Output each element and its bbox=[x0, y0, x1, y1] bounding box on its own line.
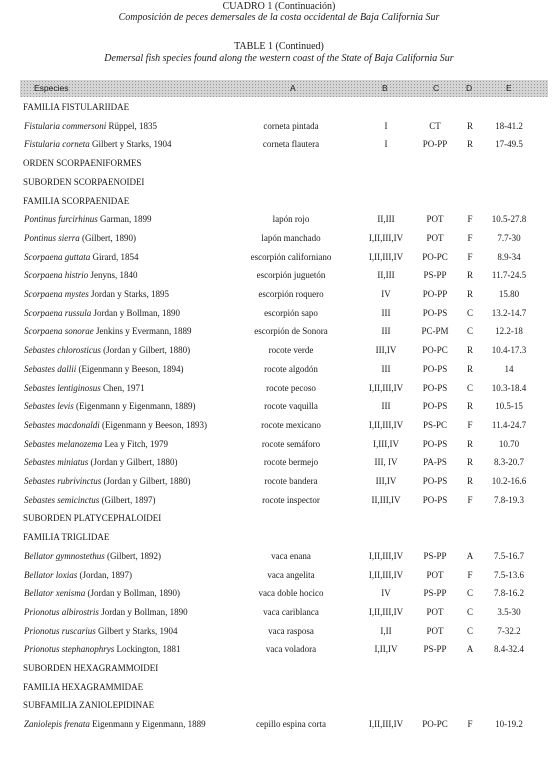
table-row bbox=[0, 493, 558, 507]
common-name-cell: rocote algodón bbox=[264, 363, 318, 374]
d-cell: R bbox=[466, 363, 473, 374]
column-header-especies: Especies bbox=[34, 83, 69, 93]
e-cell: 10.5-15 bbox=[495, 401, 523, 412]
section-row bbox=[0, 511, 558, 525]
e-cell: 7.7-30 bbox=[497, 232, 521, 243]
b-cell: III bbox=[381, 307, 391, 318]
section-row bbox=[0, 175, 558, 189]
species-binomial: Sebastes dallii bbox=[24, 363, 77, 374]
b-cell: III bbox=[381, 401, 391, 412]
species-cell bbox=[24, 455, 177, 469]
species-author: (Gilbert, 1890) bbox=[82, 232, 137, 243]
species-author: Jenyns, 1840 bbox=[90, 270, 138, 281]
common-name-cell: rocote verde bbox=[268, 345, 314, 356]
species-cell bbox=[24, 343, 190, 357]
common-name-cell: rocote bandera bbox=[264, 476, 318, 486]
table-row bbox=[0, 231, 558, 245]
c-cell: POT bbox=[426, 606, 444, 617]
b-cell: I,II bbox=[380, 625, 392, 636]
c-cell: CT bbox=[429, 120, 441, 131]
c-cell: PO-PC bbox=[422, 251, 448, 262]
table-row bbox=[0, 642, 558, 656]
b-cell: I bbox=[384, 120, 388, 131]
common-name-cell: escorpión sapo bbox=[264, 307, 318, 318]
d-cell: R bbox=[466, 139, 473, 150]
column-header-b: B bbox=[382, 83, 388, 93]
d-cell: R bbox=[466, 270, 473, 281]
b-cell: I,II,III,IV bbox=[368, 382, 404, 393]
b-cell: III bbox=[381, 326, 391, 337]
d-cell: R bbox=[466, 476, 473, 486]
species-author: Lea y Fitch, 1979 bbox=[104, 438, 168, 449]
common-name-cell: rocote semáforo bbox=[261, 438, 321, 449]
species-cell bbox=[24, 250, 139, 264]
species-cell bbox=[24, 324, 191, 338]
c-cell: POT bbox=[426, 232, 444, 243]
d-cell: F bbox=[467, 569, 473, 580]
table-subtitle: Demersal fish species found along the western coast of the State of Baja California Sur bbox=[104, 53, 454, 64]
species-author: Gilbert y Starks, 1904 bbox=[98, 625, 178, 636]
c-cell: PS-PC bbox=[422, 419, 448, 430]
d-cell: R bbox=[466, 457, 473, 468]
c-cell: PS-PP bbox=[423, 550, 447, 561]
e-cell: 8.4-32.4 bbox=[494, 644, 524, 655]
species-binomial: Scorpaena russula bbox=[24, 307, 92, 318]
c-cell: PO-PS bbox=[422, 363, 448, 374]
column-header-e: E bbox=[506, 83, 512, 93]
species-cell bbox=[24, 418, 207, 432]
d-cell: R bbox=[466, 438, 473, 449]
species-binomial: Fistularia corneta bbox=[24, 139, 90, 150]
b-cell: IV bbox=[381, 289, 391, 299]
species-author: (Eigenmann y Beeson, 1893) bbox=[102, 419, 207, 430]
species-binomial: Sebastes semicinctus bbox=[24, 494, 100, 505]
species-author: Jordan y Bollman, 1890 bbox=[93, 307, 180, 318]
table-title: TABLE 1 (Continued) bbox=[234, 41, 324, 52]
c-cell: PO-PC bbox=[422, 345, 448, 356]
c-cell: PO-PS bbox=[422, 382, 448, 393]
c-cell: PS-PP bbox=[423, 270, 447, 281]
common-name-cell: rocote mexicano bbox=[261, 419, 321, 430]
table-row bbox=[0, 399, 558, 413]
species-cell bbox=[24, 493, 155, 507]
c-cell: PO-PS bbox=[422, 438, 448, 449]
table-row bbox=[0, 549, 558, 563]
common-name-cell: lapón rojo bbox=[272, 214, 310, 225]
species-author: (Gilbert, 1892) bbox=[107, 550, 161, 561]
table-row bbox=[0, 586, 558, 600]
column-header-d: D bbox=[466, 83, 473, 93]
c-cell: PO-PP bbox=[422, 289, 448, 299]
b-cell: III,IV bbox=[375, 476, 397, 486]
species-author: Eigenmann y Eigenmann, 1889 bbox=[92, 719, 206, 730]
c-cell: PO-PS bbox=[422, 401, 448, 412]
table-row bbox=[0, 268, 558, 282]
species-author: Jordan y Bollman, 1890 bbox=[101, 606, 188, 617]
table-row bbox=[0, 119, 558, 133]
section-label: FAMILIA HEXAGRAMMIDAE bbox=[23, 681, 144, 692]
section-label: SUBFAMILIA ZANIOLEPIDINAE bbox=[23, 700, 155, 711]
section-label: SUBORDEN PLATYCEPHALOIDEI bbox=[23, 513, 162, 524]
d-cell: A bbox=[466, 550, 474, 561]
e-cell: 15.80 bbox=[498, 289, 520, 299]
c-cell: POT bbox=[426, 625, 444, 636]
section-row bbox=[0, 680, 558, 694]
e-cell: 11.7-24.5 bbox=[491, 270, 527, 281]
common-name-cell: escorpión roquero bbox=[258, 289, 324, 299]
species-cell bbox=[24, 268, 138, 282]
species-cell bbox=[24, 586, 180, 600]
species-binomial: Scorpaena sonorae bbox=[24, 326, 94, 337]
common-name-cell: rocote inspector bbox=[262, 494, 320, 505]
c-cell: PA-PS bbox=[423, 457, 447, 468]
species-cell bbox=[24, 362, 183, 376]
species-cell bbox=[24, 549, 161, 563]
d-cell: R bbox=[466, 345, 473, 356]
e-cell: 7.8-19.3 bbox=[494, 494, 524, 505]
e-cell: 10.3-18.4 bbox=[491, 382, 527, 393]
d-cell: C bbox=[466, 606, 473, 617]
species-author: Jenkins y Evermann, 1889 bbox=[96, 326, 192, 337]
b-cell: I,II,III,IV bbox=[368, 419, 404, 430]
common-name-cell: rocote pecoso bbox=[266, 382, 316, 393]
common-name-cell: vaca rasposa bbox=[268, 625, 314, 636]
c-cell: PO-PS bbox=[422, 476, 448, 486]
species-binomial: Fistularia commersoni bbox=[24, 120, 107, 131]
b-cell: I,II,III,IV bbox=[368, 719, 404, 730]
table-row bbox=[0, 455, 558, 469]
species-binomial: Bellator xenisma bbox=[24, 588, 86, 599]
species-author: Girard, 1854 bbox=[92, 251, 139, 262]
species-author: Jordan y Starks, 1895 bbox=[91, 289, 169, 299]
e-cell: 10.70 bbox=[498, 438, 520, 449]
species-binomial: Pontinus furcirhinus bbox=[24, 214, 98, 225]
common-name-cell: vaca cariblanca bbox=[263, 606, 319, 617]
e-cell: 18-41.2 bbox=[495, 120, 523, 131]
species-cell bbox=[24, 642, 181, 656]
common-name-cell: escorpión juguetón bbox=[256, 270, 326, 281]
table-row bbox=[0, 418, 558, 432]
species-binomial: Sebastes chlorosticus bbox=[24, 345, 101, 356]
e-cell: 13.2-14.7 bbox=[491, 307, 527, 318]
b-cell: I,II,III,IV bbox=[368, 606, 404, 617]
e-cell: 10.5-27.8 bbox=[491, 214, 527, 225]
cuadro-title: CUADRO 1 (Continuación) bbox=[222, 1, 336, 12]
d-cell: F bbox=[467, 232, 473, 243]
section-row bbox=[0, 194, 558, 208]
e-cell: 7.5-16.7 bbox=[494, 550, 524, 561]
d-cell: C bbox=[466, 307, 473, 318]
e-cell: 7.8-16.2 bbox=[494, 588, 524, 599]
species-binomial: Pontinus sierra bbox=[24, 232, 80, 243]
table-row bbox=[0, 437, 558, 451]
section-label: FAMILIA SCORPAENIDAE bbox=[23, 195, 130, 206]
e-cell: 7.5-13.6 bbox=[494, 569, 524, 580]
species-cell bbox=[24, 474, 190, 488]
table-row bbox=[0, 306, 558, 320]
table-row bbox=[0, 212, 558, 226]
table-row bbox=[0, 137, 558, 151]
e-cell: 7-32.2 bbox=[497, 625, 521, 636]
b-cell: I,II,IV bbox=[374, 644, 398, 655]
d-cell: F bbox=[467, 719, 473, 730]
common-name-cell: corneta pintada bbox=[263, 120, 319, 131]
c-cell: PS-PP bbox=[423, 644, 447, 655]
c-cell: POT bbox=[426, 214, 444, 225]
species-binomial: Bellator gymnostethus bbox=[24, 550, 105, 561]
b-cell: II,III,IV bbox=[371, 494, 401, 505]
e-cell: 12.2-18 bbox=[495, 326, 523, 337]
species-cell bbox=[24, 437, 168, 451]
b-cell: III,IV bbox=[375, 345, 397, 356]
d-cell: R bbox=[466, 401, 473, 412]
species-binomial: Sebastes lentiginosus bbox=[24, 382, 101, 393]
section-label: ORDEN SCORPAENIFORMES bbox=[23, 158, 142, 169]
species-author: (Jordan y Gilbert, 1880) bbox=[103, 476, 191, 486]
species-binomial: Prionotus stephanophrys bbox=[24, 644, 115, 655]
species-binomial: Prionotus ruscarius bbox=[24, 625, 96, 636]
species-binomial: Sebastes miniatus bbox=[24, 457, 89, 468]
common-name-cell: rocote vaquilla bbox=[264, 401, 318, 412]
species-cell bbox=[24, 399, 195, 413]
species-author: (Jordan y Gilbert, 1880) bbox=[103, 345, 191, 356]
d-cell: C bbox=[466, 588, 473, 599]
cuadro-subtitle: Composición de peces demersales de la costa occidental de Baja California Sur bbox=[118, 12, 440, 23]
d-cell: C bbox=[466, 382, 473, 393]
species-binomial: Zaniolepis frenata bbox=[24, 719, 90, 730]
table-row bbox=[0, 605, 558, 619]
species-binomial: Scorpaena guttata bbox=[24, 251, 91, 262]
section-row bbox=[0, 698, 558, 712]
species-binomial: Bellator loxias bbox=[24, 569, 78, 580]
common-name-cell: escorpión californiano bbox=[250, 251, 332, 262]
e-cell: 10.2-16.6 bbox=[491, 476, 527, 486]
common-name-cell: lapón manchado bbox=[261, 232, 321, 243]
species-cell bbox=[24, 212, 152, 226]
d-cell: F bbox=[467, 494, 473, 505]
section-label: SUBORDEN SCORPAENOIDEI bbox=[23, 176, 145, 187]
section-row bbox=[0, 100, 558, 114]
species-author: (Eigenmann y Eigenmann, 1889) bbox=[76, 401, 196, 412]
species-author: Rüppel, 1835 bbox=[108, 120, 157, 131]
species-binomial: Prionotus albirostris bbox=[24, 606, 99, 617]
e-cell: 11.4-24.7 bbox=[491, 419, 527, 430]
column-header-row bbox=[20, 80, 548, 97]
d-cell: R bbox=[466, 120, 473, 131]
species-binomial: Sebastes rubrivinctus bbox=[24, 476, 102, 486]
d-cell: F bbox=[467, 214, 473, 225]
e-cell: 8.9-34 bbox=[497, 251, 521, 262]
section-row bbox=[0, 530, 558, 544]
b-cell: I,II,III,IV bbox=[368, 550, 404, 561]
c-cell: PC-PM bbox=[421, 326, 449, 337]
e-cell: 8.3-20.7 bbox=[494, 457, 524, 468]
column-header-a: A bbox=[290, 83, 296, 93]
species-binomial: Scorpaena histrio bbox=[24, 270, 89, 281]
c-cell: PO-PS bbox=[422, 494, 448, 505]
table-row bbox=[0, 362, 558, 376]
species-author: (Eigenmann y Beeson, 1894) bbox=[78, 363, 184, 374]
species-cell bbox=[24, 287, 169, 301]
species-binomial: Scorpaena mystes bbox=[24, 289, 89, 299]
b-cell: II,III bbox=[377, 214, 395, 225]
table-row bbox=[0, 250, 558, 264]
species-cell bbox=[24, 137, 172, 151]
species-cell bbox=[24, 568, 132, 582]
c-cell: PO-PC bbox=[422, 719, 448, 730]
species-author: Garman, 1899 bbox=[100, 214, 152, 225]
b-cell: I,II,III,IV bbox=[368, 569, 404, 580]
table-row bbox=[0, 717, 558, 731]
section-label: FAMILIA FISTULARIIDAE bbox=[23, 102, 130, 112]
c-cell: PO-PP bbox=[422, 139, 448, 150]
common-name-cell: vaca voladora bbox=[265, 644, 317, 655]
d-cell: C bbox=[466, 625, 473, 636]
species-author: Chen, 1971 bbox=[103, 382, 145, 393]
d-cell: C bbox=[466, 326, 473, 337]
species-author: Gilbert y Starks, 1904 bbox=[92, 139, 172, 150]
section-row bbox=[0, 156, 558, 170]
common-name-cell: corneta flautera bbox=[262, 139, 320, 150]
c-cell: PS-PP bbox=[423, 588, 447, 599]
d-cell: A bbox=[466, 644, 474, 655]
b-cell: I,II,III,IV bbox=[368, 232, 404, 243]
table-row bbox=[0, 568, 558, 582]
e-cell: 10.4-17.3 bbox=[491, 345, 527, 356]
e-cell: 3.5-30 bbox=[497, 606, 521, 617]
species-binomial: Sebastes macdonaldi bbox=[24, 419, 100, 430]
species-author: Lockington, 1881 bbox=[116, 644, 181, 655]
d-cell: R bbox=[466, 289, 473, 299]
section-label: FAMILIA TRIGLIDAE bbox=[23, 532, 110, 543]
common-name-cell: cepillo espina corta bbox=[256, 719, 326, 730]
c-cell: PO-PS bbox=[422, 307, 448, 318]
species-cell bbox=[24, 119, 157, 133]
species-binomial: Sebastes levis bbox=[24, 401, 74, 412]
species-cell bbox=[24, 381, 145, 395]
table-row bbox=[0, 381, 558, 395]
table-row bbox=[0, 624, 558, 638]
b-cell: III, IV bbox=[374, 457, 398, 468]
e-cell: 10-19.2 bbox=[495, 719, 523, 730]
c-cell: POT bbox=[426, 569, 444, 580]
species-author: (Gilbert, 1897) bbox=[101, 494, 156, 505]
b-cell: I bbox=[384, 139, 388, 150]
table-row bbox=[0, 287, 558, 301]
e-cell: 17-49.5 bbox=[495, 139, 523, 150]
table-row bbox=[0, 343, 558, 357]
d-cell: F bbox=[467, 419, 473, 430]
species-cell bbox=[24, 306, 180, 320]
common-name-cell: escorpión de Sonora bbox=[254, 326, 328, 337]
common-name-cell: vaca doble hocico bbox=[258, 588, 324, 599]
species-binomial: Sebastes melanozema bbox=[24, 438, 103, 449]
section-row bbox=[0, 661, 558, 675]
species-author: (Jordan, 1897) bbox=[79, 569, 132, 580]
table-row bbox=[0, 324, 558, 338]
common-name-cell: vaca angelita bbox=[267, 569, 315, 580]
section-label: SUBORDEN HEXAGRAMMOIDEI bbox=[23, 663, 159, 673]
species-cell bbox=[24, 624, 178, 638]
e-cell: 14 bbox=[504, 363, 514, 374]
common-name-cell: vaca enana bbox=[271, 550, 311, 561]
b-cell: IV bbox=[381, 588, 391, 599]
common-name-cell: rocote bermejo bbox=[263, 457, 319, 468]
b-cell: III bbox=[381, 363, 391, 374]
species-cell bbox=[24, 605, 188, 619]
table-row bbox=[0, 474, 558, 488]
b-cell: II,III bbox=[377, 270, 395, 281]
b-cell: I,II,III,IV bbox=[368, 251, 404, 262]
species-author: (Jordan y Gilbert, 1880) bbox=[90, 457, 178, 468]
species-author: (Jordan y Bollman, 1890) bbox=[87, 588, 180, 599]
b-cell: I,III,IV bbox=[373, 438, 399, 449]
species-cell bbox=[24, 231, 136, 245]
d-cell: F bbox=[467, 251, 473, 262]
column-header-c: C bbox=[433, 83, 440, 93]
species-cell bbox=[24, 717, 206, 731]
